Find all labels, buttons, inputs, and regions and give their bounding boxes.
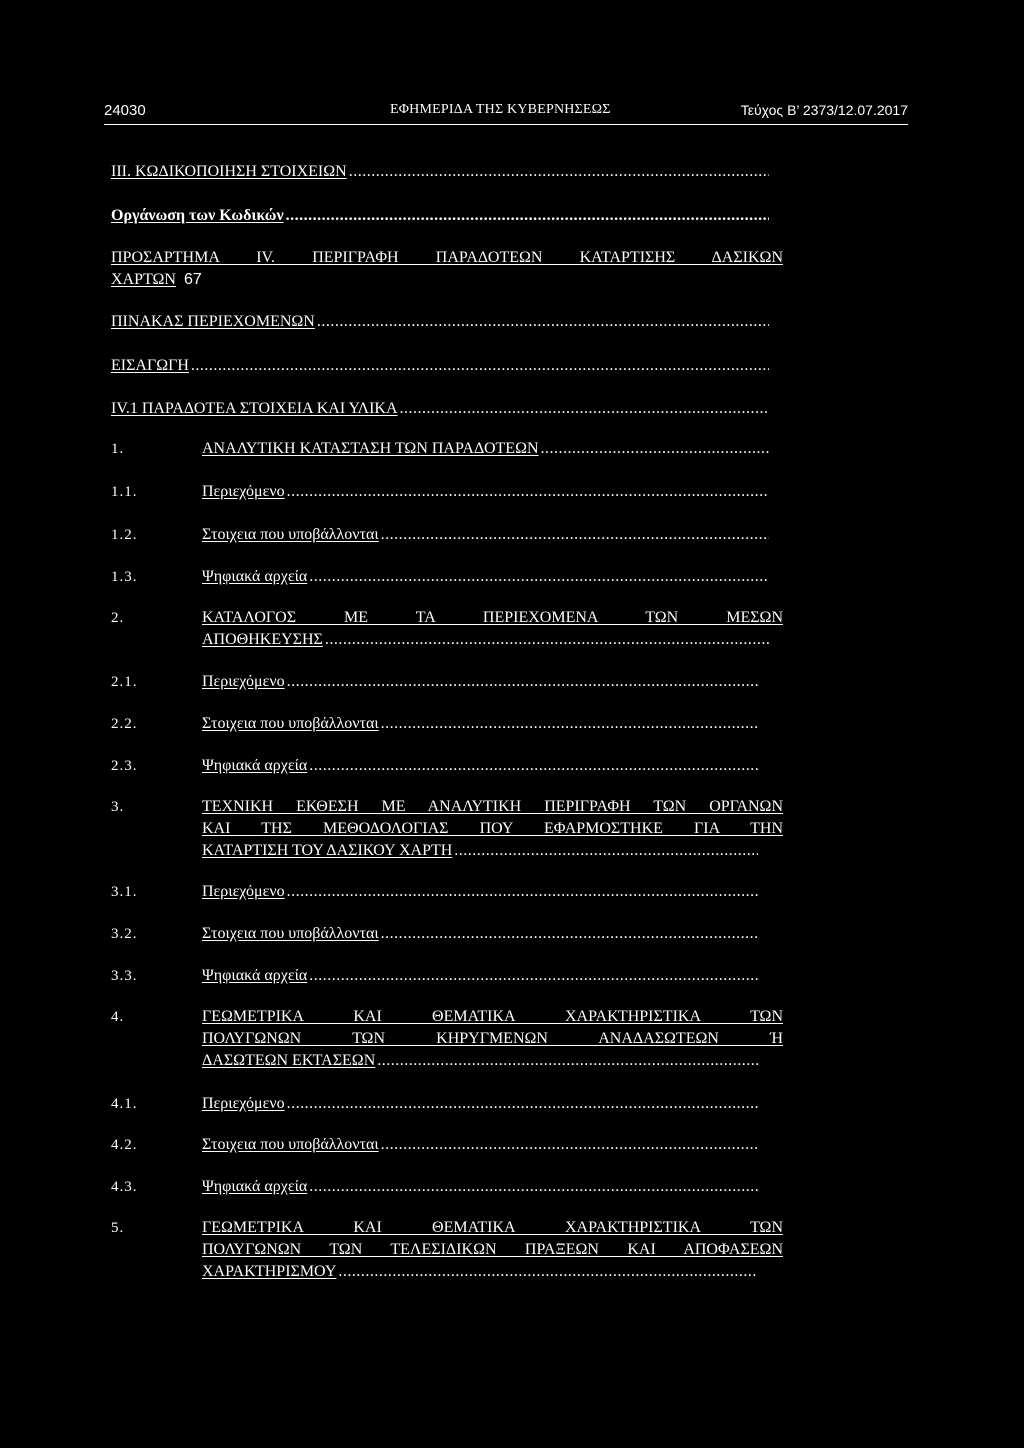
toc-entry-4-2[interactable]: [111, 1134, 758, 1156]
toc-leader: [309, 755, 758, 777]
toc-number: 3.: [111, 799, 125, 815]
toc-link-1-2[interactable]: Στοιχεια που υποβάλλονται: [202, 526, 379, 543]
gazette-title: ΕΦΗΜΕΡΙΔΑ ΤΗΣ ΚΥΒΕΡΝΗΣΕΩΣ: [390, 102, 611, 117]
toc-leader: [309, 1176, 758, 1198]
toc-link-3-3[interactable]: Ψηφιακά αρχεία: [202, 967, 308, 984]
toc-number: 4.2.: [111, 1137, 138, 1153]
toc-entry-introduction[interactable]: [111, 355, 769, 377]
toc-leader: [309, 965, 758, 987]
toc-leader: [325, 629, 769, 651]
toc-leader: [381, 713, 758, 735]
toc-leader: [191, 355, 769, 377]
toc-entry-contents[interactable]: [111, 311, 769, 333]
toc-number: 4.3.: [111, 1179, 138, 1195]
toc-leader: [377, 1050, 758, 1072]
toc-link-5-line3[interactable]: ΧΑΡΑΚΤΗΡΙΣΜΟΥ: [202, 1263, 337, 1280]
toc-link-3-line2[interactable]: ΚΑΙ ΤΗΣ ΜΕΘΟΔΟΛΟΓΙΑΣ ΠΟΥ ΕΦΑΡΜΟΣΤΗΚΕ ΓΙΑ ΤΗΝ: [202, 820, 783, 837]
toc-link-3-line3[interactable]: ΚΑΤΑΡΤΙΣΗ ΤΟΥ ΔΑΣΙΚΟΥ ΧΑΡΤΗ: [202, 842, 453, 859]
toc-number: 2.3.: [111, 758, 138, 774]
toc-entry-4-1[interactable]: [111, 1093, 758, 1115]
toc-entry-codification[interactable]: [111, 161, 769, 183]
toc-number: 1.3.: [111, 569, 138, 585]
toc-entry-1-2[interactable]: [111, 524, 769, 546]
toc-number: 3.1.: [111, 884, 138, 900]
toc-entry-2-1[interactable]: [111, 671, 758, 693]
toc-link-1[interactable]: ΑΝΑΛΥΤΙΚΗ ΚΑΤΑΣΤΑΣΗ ΤΩΝ ΠΑΡΑΔΟΤΕΩΝ: [202, 440, 539, 457]
toc-link-2-line2[interactable]: ΑΠΟΘΗΚΕΥΣΗΣ: [202, 631, 323, 648]
toc-link-1-3[interactable]: Ψηφιακά αρχεία: [202, 568, 308, 585]
toc-number: 1.: [111, 441, 125, 457]
toc-link-appendix-iv-line1[interactable]: ΠΡΟΣΑΡΤΗΜΑ IV. ΠΕΡΙΓΡΑΦΗ ΠΑΡΑΔΟΤΕΩΝ ΚΑΤΑΡΤΙΣΗΣ ΔΑΣΙΚΩΝ: [111, 249, 783, 266]
toc-number: 4.: [111, 1009, 125, 1025]
toc-leader: [286, 205, 769, 227]
toc-entry-3-3[interactable]: [111, 965, 758, 987]
toc-number: 1.1.: [111, 484, 138, 500]
toc-entry-3-2[interactable]: [111, 923, 758, 945]
toc-link-iv1[interactable]: IV.1 ΠΑΡΑΔΟΤΕΑ ΣΤΟΙΧΕΙΑ ΚΑΙ ΥΛΙΚΑ: [111, 400, 398, 417]
toc-link-3-line1[interactable]: ΤΕΧΝΙΚΗ ΕΚΘΕΣΗ ΜΕ ΑΝΑΛΥΤΙΚΗ ΠΕΡΙΓΡΑΦΗ ΤΩΝ ΟΡΓΑΝΩΝ: [202, 798, 783, 815]
toc-link-4-3[interactable]: Ψηφιακά αρχεία: [202, 1178, 308, 1195]
toc-entry-1-1[interactable]: [111, 481, 769, 503]
toc-entry-3[interactable]: [111, 796, 783, 862]
toc-leader: [287, 481, 769, 503]
toc-link-3-2[interactable]: Στοιχεια που υποβάλλονται: [202, 925, 379, 942]
toc-link-1-1[interactable]: Περιεχόμενο: [202, 483, 285, 500]
toc-leader: [287, 881, 758, 903]
toc-entry-code-organization[interactable]: [111, 205, 769, 227]
toc-number: 2.: [111, 610, 125, 626]
toc-entry-iv1[interactable]: [111, 398, 769, 420]
toc-number: 2.1.: [111, 674, 138, 690]
toc-entry-2-2[interactable]: [111, 713, 758, 735]
toc-number: 2.2.: [111, 716, 138, 732]
toc-link-4-line2[interactable]: ΠΟΛΥΓΩΝΩΝ ΤΩΝ ΚΗΡΥΓΜΕΝΩΝ ΑΝΑΔΑΣΩΤΕΩΝ Ή: [202, 1030, 783, 1047]
toc-number: 3.2.: [111, 926, 138, 942]
toc-page-number: 67: [183, 271, 202, 288]
toc-entry-5[interactable]: [111, 1217, 783, 1283]
toc-link-codification[interactable]: III. ΚΩΔΙΚΟΠΟΙΗΣΗ ΣΤΟΙΧΕΙΩΝ: [111, 163, 347, 180]
toc-leader: [454, 840, 758, 862]
toc-link-4-1[interactable]: Περιεχόμενο: [202, 1095, 285, 1112]
toc-leader: [381, 524, 769, 546]
toc-leader: [541, 438, 769, 460]
toc-link-4-line3[interactable]: ΔΑΣΩΤΕΩΝ ΕΚΤΑΣΕΩΝ: [202, 1052, 376, 1069]
toc-link-contents[interactable]: ΠΙΝΑΚΑΣ ΠΕΡΙΕΧΟΜΕΝΩΝ: [111, 313, 315, 330]
toc-leader: [400, 398, 769, 420]
toc-link-code-organization[interactable]: Οργάνωση των Κωδικών: [111, 207, 284, 224]
toc-link-2-1[interactable]: Περιεχόμενο: [202, 673, 285, 690]
toc-link-4-line1[interactable]: ΓΕΩΜΕΤΡΙΚΑ ΚΑΙ ΘΕΜΑΤΙΚΑ ΧΑΡΑΚΤΗΡΙΣΤΙΚΑ ΤΩΝ: [202, 1008, 783, 1025]
toc-entry-2[interactable]: [111, 607, 783, 651]
toc-leader: [381, 1134, 758, 1156]
toc-leader: [287, 671, 758, 693]
toc-link-5-line1[interactable]: ΓΕΩΜΕΤΡΙΚΑ ΚΑΙ ΘΕΜΑΤΙΚΑ ΧΑΡΑΚΤΗΡΙΣΤΙΚΑ ΤΩΝ: [202, 1219, 783, 1236]
toc-link-2-3[interactable]: Ψηφιακά αρχεία: [202, 757, 308, 774]
toc-leader: [287, 1093, 758, 1115]
toc-entry-4-3[interactable]: [111, 1176, 758, 1198]
toc-link-introduction[interactable]: ΕΙΣΑΓΩΓΗ: [111, 357, 189, 374]
toc-leader: [338, 1261, 758, 1283]
toc-link-2-2[interactable]: Στοιχεια που υποβάλλονται: [202, 715, 379, 732]
toc-number: 4.1.: [111, 1096, 138, 1112]
toc-link-4-2[interactable]: Στοιχεια που υποβάλλονται: [202, 1136, 379, 1153]
toc-link-appendix-iv-line2[interactable]: ΧΑΡΤΩΝ: [111, 271, 176, 288]
page-number: 24030: [104, 102, 146, 119]
toc-link-5-line2[interactable]: ΠΟΛΥΓΩΝΩΝ ΤΩΝ ΤΕΛΕΣΙΔΙΚΩΝ ΠΡΑΞΕΩΝ ΚΑΙ ΑΠΟΦΑΣΕΩΝ: [202, 1241, 783, 1258]
toc-entry-1-3[interactable]: [111, 566, 769, 588]
toc-number: 5.: [111, 1220, 125, 1236]
toc-leader: [309, 566, 769, 588]
toc-entry-3-1[interactable]: [111, 881, 758, 903]
toc-link-2-line1[interactable]: ΚΑΤΑΛΟΓΟΣ ΜΕ ΤΑ ΠΕΡΙΕΧΟΜΕΝΑ ΤΩΝ ΜΕΣΩΝ: [202, 609, 783, 626]
toc-number: 3.3.: [111, 968, 138, 984]
toc-link-3-1[interactable]: Περιεχόμενο: [202, 883, 285, 900]
toc-leader: [349, 161, 769, 183]
toc-entry-2-3[interactable]: [111, 755, 758, 777]
toc-leader: [381, 923, 758, 945]
toc-number: 1.2.: [111, 527, 138, 543]
toc-entry-appendix-iv[interactable]: [111, 247, 783, 291]
toc-entry-4[interactable]: [111, 1006, 783, 1072]
toc-entry-1[interactable]: [111, 438, 769, 460]
toc-leader: [317, 311, 769, 333]
issue-info: Τεύχος Β’ 2373/12.07.2017: [740, 102, 908, 118]
